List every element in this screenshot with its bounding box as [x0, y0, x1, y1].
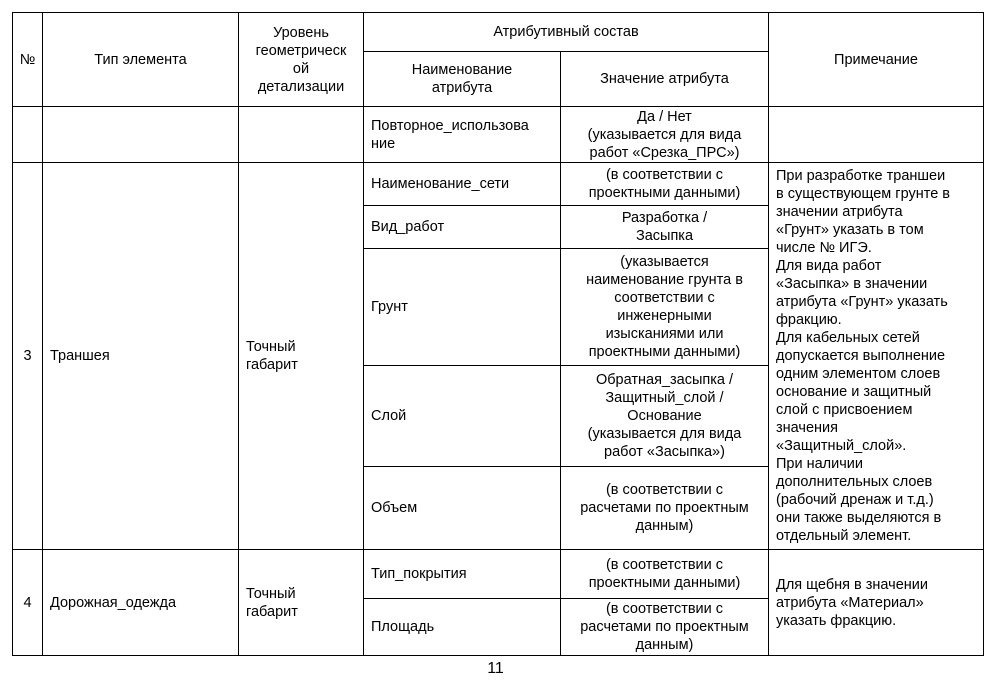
cell-detail-level: Точный габарит	[239, 550, 364, 656]
cell-attribute-name: Повторное_использова ние	[364, 107, 561, 163]
cell-num: 4	[13, 550, 43, 656]
cell-attribute-value: Да / Нет (указывается для вида работ «Срезка_ПРС»)	[561, 107, 769, 163]
header-attribute-name: Наименование атрибута	[364, 52, 561, 107]
cell-attribute-value: Обратная_засыпка / Защитный_слой / Основание (указывается для вида работ «Засыпка»)	[561, 366, 769, 467]
cell-type-empty	[43, 107, 239, 163]
cell-attribute-name: Площадь	[364, 599, 561, 656]
attribute-table	[12, 12, 984, 656]
cell-note: Для щебня в значении атрибута «Материал» указать фракцию.	[769, 550, 984, 656]
cell-attribute-value: Разработка / Засыпка	[561, 206, 769, 249]
header-attribute-group: Атрибутивный состав	[364, 13, 769, 52]
cell-num-empty	[13, 107, 43, 163]
cell-attribute-value: (в соответствии с расчетами по проектным данным)	[561, 467, 769, 550]
header-row	[13, 13, 984, 52]
cell-note-empty	[769, 107, 984, 163]
header-element-type: Тип элемента	[43, 13, 239, 107]
cell-attribute-value: (в соответствии с расчетами по проектным данным)	[561, 599, 769, 656]
cell-detail-level: Точный габарит	[239, 163, 364, 550]
cell-attribute-value: (указывается наименование грунта в соответствии с инженерными изысканиями или проектными данными)	[561, 249, 769, 366]
table-row	[13, 107, 984, 163]
header-attribute-value: Значение атрибута	[561, 52, 769, 107]
header-num: №	[13, 13, 43, 107]
page-number: 11	[487, 660, 504, 677]
table-row	[13, 550, 984, 599]
cell-attribute-name: Наименование_сети	[364, 163, 561, 206]
cell-element-type: Траншея	[43, 163, 239, 550]
cell-attribute-name: Объем	[364, 467, 561, 550]
cell-attribute-name: Тип_покрытия	[364, 550, 561, 599]
cell-attribute-value: (в соответствии с проектными данными)	[561, 550, 769, 599]
cell-attribute-name: Грунт	[364, 249, 561, 366]
cell-attribute-value: (в соответствии с проектными данными)	[561, 163, 769, 206]
cell-num: 3	[13, 163, 43, 550]
cell-element-type: Дорожная_одежда	[43, 550, 239, 656]
header-detail-level: Уровень геометрическ ой детализации	[239, 13, 364, 107]
header-note: Примечание	[769, 13, 984, 107]
cell-attribute-name: Вид_работ	[364, 206, 561, 249]
cell-note: При разработке траншеи в существующем грунте в значении атрибута «Грунт» указать в том числе № ИГЭ. Для вида работ «Засыпка» в значении атрибута «Грунт» указать фракцию. Для кабельных сетей допускается выполнение одним элементом слоев основание и защитный слой с присвоением значения «Защитный_слой». При наличии дополнительных слоев (рабочий дренаж и т.д.) они также выделяются в отдельный элемент.	[769, 163, 984, 550]
cell-level-empty	[239, 107, 364, 163]
cell-attribute-name: Слой	[364, 366, 561, 467]
table-row	[13, 163, 984, 206]
